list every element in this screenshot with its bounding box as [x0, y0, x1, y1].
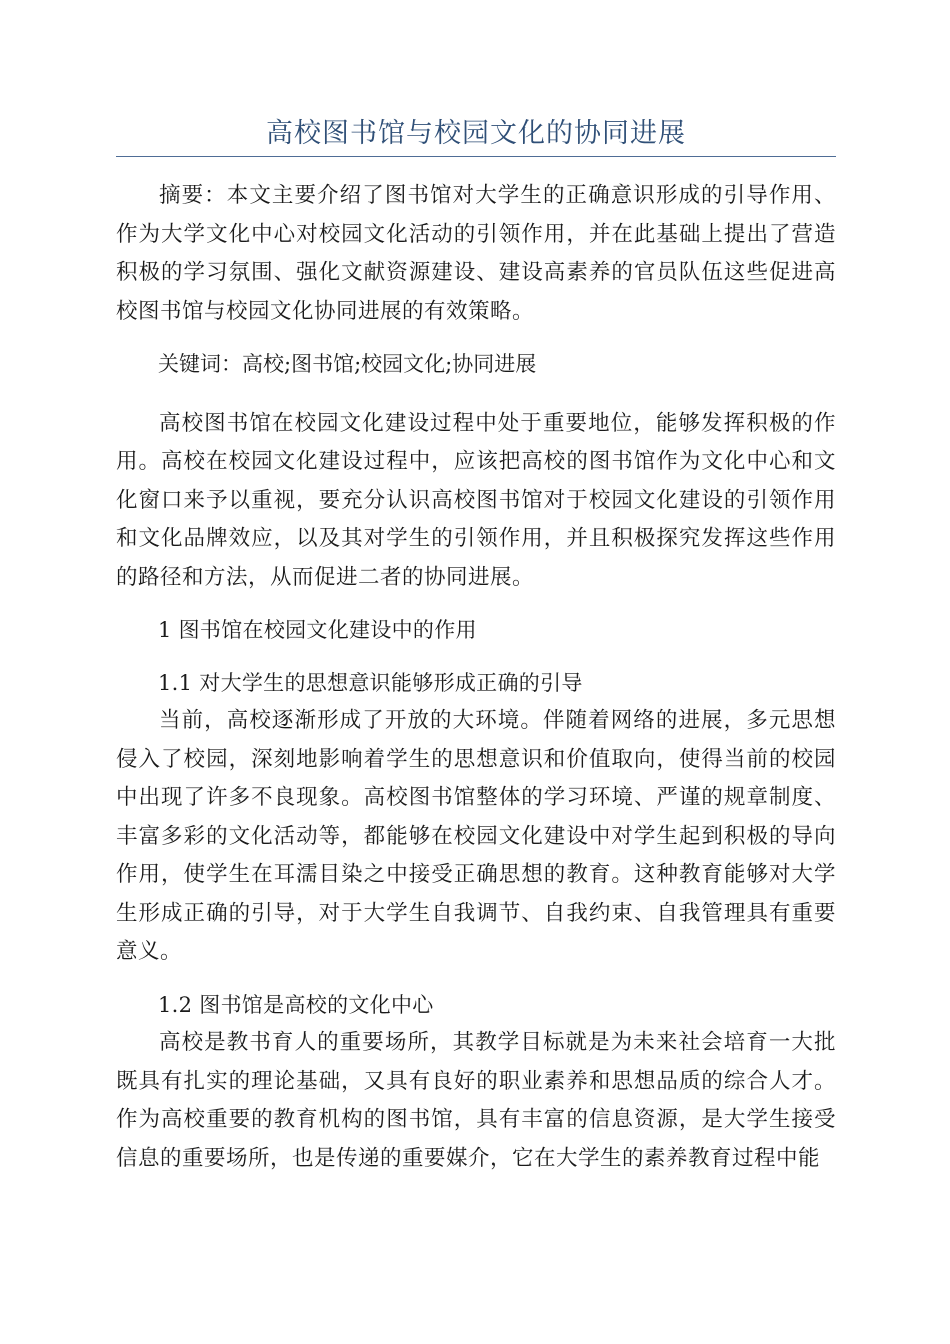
section-1-2-paragraph: 高校是教书育人的重要场所，其教学目标就是为未来社会培育一大批既具有扎实的理论基础，又具有良好的职业素养和思想品质的综合人才。作为高校重要的教育机构的图书馆，具有丰富的信息资源，是大学生接受信息的重要场所，也是传递的重要媒介，它在大学生的素养教育过程中能 [116, 1030, 836, 1171]
intro-paragraph: 高校图书馆在校园文化建设过程中处于重要地位，能够发挥积极的作用。高校在校园文化建设过程中，应该把高校的图书馆作为文化中心和文化窗口来予以重视，要充分认识高校图书馆对于校园文化建设的引领作用和文化品牌效应，以及其对学生的引领作用，并且积极探究发挥这些作用的路径和方法，从而促进二者的协同进展。 [116, 410, 836, 590]
document-body [116, 177, 836, 1178]
document-page [116, 0, 836, 1178]
section-heading-1-1: 1.1 对大学生的思想意识能够形成正确的引导 [158, 670, 583, 695]
keywords-line: 关键词：高校;图书馆;校园文化;协同进展 [158, 352, 537, 376]
document-title: 高校图书馆与校园文化的协同进展 [116, 114, 836, 157]
section-heading-1-2: 1.2 图书馆是高校的文化中心 [158, 992, 434, 1017]
section-1-1-paragraph: 当前，高校逐渐形成了开放的大环境。伴随着网络的进展，多元思想侵入了校园，深刻地影响着学生的思想意识和价值取向，使得当前的校园中出现了许多不良现象。高校图书馆整体的学习环境、严谨的规章制度、丰富多彩的文化活动等，都能够在校园文化建设中对学生起到积极的导向作用，使学生在耳濡目染之中接受正确思想的教育。这种教育能够对大学生形成正确的引导，对于大学生自我调节、自我约束、自我管理具有重要意义。 [116, 708, 836, 964]
abstract-paragraph: 摘要：本文主要介绍了图书馆对大学生的正确意识形成的引导作用、作为大学文化中心对校园文化活动的引领作用，并在此基础上提出了营造积极的学习氛围、强化文献资源建设、建设高素养的官员队伍这些促进高校图书馆与校园文化协同进展的有效策略。 [116, 183, 836, 324]
section-heading-1: 1 图书馆在校园文化建设中的作用 [158, 618, 477, 642]
